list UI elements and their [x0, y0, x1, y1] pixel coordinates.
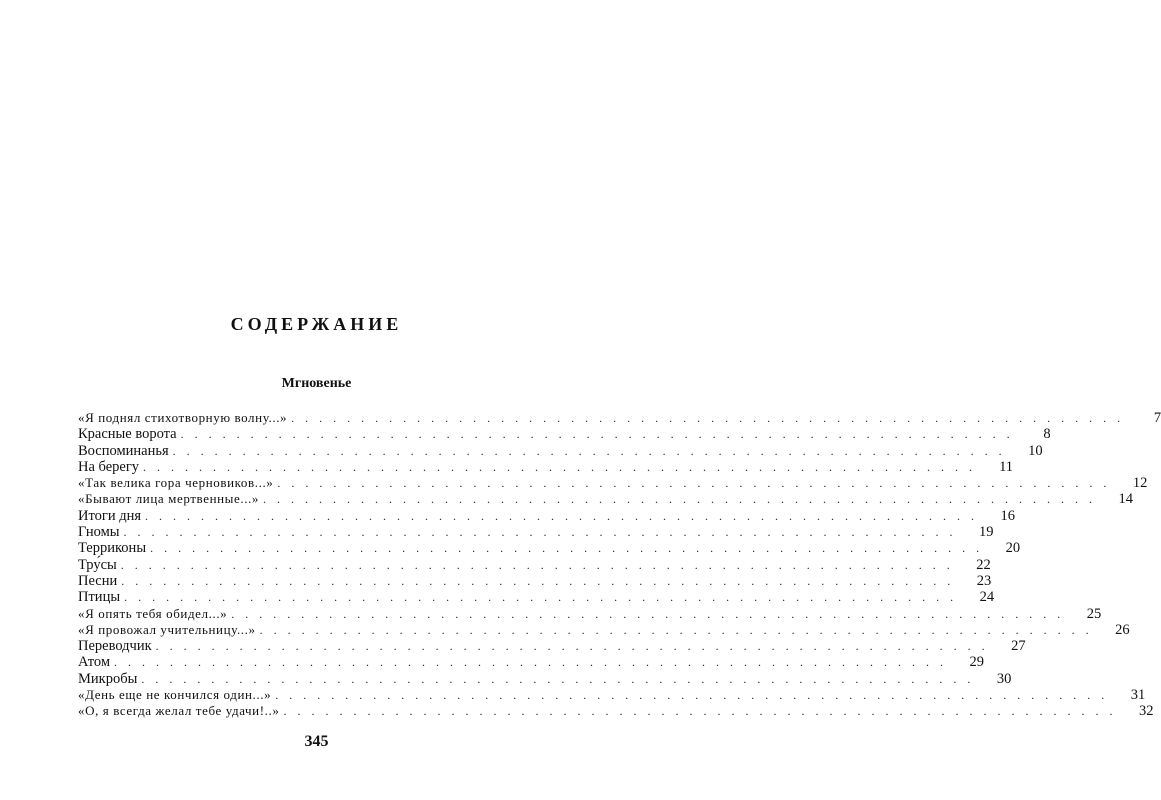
- toc-entry-title: «Я провожал учительницу...»: [78, 621, 256, 637]
- toc-entry: [78, 589, 995, 606]
- toc-entry: [78, 475, 1148, 492]
- toc-entry-page: 8: [1043, 426, 1051, 443]
- toc-entry-title: «Так велика гора черновиков...»: [78, 475, 274, 491]
- toc-entry-page: 14: [1118, 491, 1134, 508]
- toc-entry-page: 30: [996, 670, 1012, 687]
- leader-dots: ............................................................: [150, 541, 991, 556]
- section-title: Мгновенье: [281, 376, 352, 391]
- leader-dots: ............................................................: [141, 671, 982, 686]
- toc-entry-page: 7: [1153, 410, 1161, 426]
- toc-entry: [78, 572, 992, 589]
- toc-entry: [78, 654, 985, 671]
- toc-entry-title: Песни: [78, 572, 118, 589]
- page-title: СОДЕРЖАНИЕ: [230, 314, 403, 334]
- leader-dots: ............................................................: [114, 655, 955, 670]
- leader-dots: ............................................................: [277, 476, 1118, 491]
- leader-dots: ............................................................: [145, 508, 986, 523]
- toc-entry-title: Переводчик: [78, 638, 152, 655]
- leader-dots: ............................................................: [172, 443, 1013, 458]
- toc-entry-page: 20: [1005, 540, 1021, 557]
- toc-entry: [78, 605, 1102, 622]
- toc-entry-page: 29: [969, 654, 985, 671]
- toc-entry-title: Терриконы: [78, 540, 147, 557]
- toc-entry: [78, 442, 1043, 459]
- leader-dots: ............................................................: [123, 525, 964, 540]
- toc-entry: [78, 556, 991, 573]
- toc-entry-page: 16: [1000, 507, 1016, 524]
- leader-dots: ............................................................: [263, 492, 1104, 507]
- toc-entry: [78, 426, 1051, 443]
- toc-entry-title: Тру́сы: [78, 556, 117, 573]
- toc-entry-page: 27: [1011, 638, 1026, 655]
- toc-entry-title: Красные ворота: [78, 426, 177, 443]
- toc-entry-title: «День еще не кончился один...»: [78, 687, 272, 703]
- toc-entry-title: «Бывают лица мертвенные...»: [78, 491, 260, 507]
- leader-dots: ............................................................: [155, 639, 996, 654]
- toc-entry: [78, 507, 1016, 524]
- toc-entry-page: 26: [1115, 621, 1130, 638]
- page-number: 345: [304, 733, 329, 750]
- toc-entry: [78, 410, 1161, 426]
- leader-dots: ............................................................: [120, 557, 961, 572]
- toc-entry-title: Итоги дня: [78, 507, 142, 524]
- toc-entry-title: Гномы: [78, 524, 120, 541]
- leader-dots: ............................................................: [259, 622, 1100, 637]
- toc-entry: [78, 670, 1012, 687]
- leader-dots: ............................................................: [124, 590, 965, 605]
- toc-entry-title: «О, я всегда желал тебе удачи!..»: [78, 703, 280, 719]
- toc-entry: [78, 458, 1014, 475]
- leader-dots: ............................................................: [231, 606, 1072, 621]
- leader-dots: ............................................................: [180, 427, 1021, 442]
- toc-entry-page: 31: [1130, 687, 1146, 704]
- toc-entry-title: Воспоминанья: [78, 442, 169, 459]
- toc-entry: [78, 638, 1026, 655]
- toc-entry: [78, 621, 1130, 638]
- table-of-contents: [78, 410, 1161, 720]
- toc-entry-page: 11: [999, 458, 1014, 475]
- toc-entry-title: Атом: [78, 654, 111, 671]
- toc-entry-page: 22: [976, 556, 991, 573]
- leader-dots: ............................................................: [283, 704, 1124, 719]
- toc-entry: [78, 540, 1021, 557]
- toc-entry-page: 10: [1028, 442, 1043, 459]
- toc-entry-page: 25: [1086, 605, 1102, 622]
- leader-dots: ............................................................: [143, 459, 984, 474]
- toc-entry-page: 24: [979, 589, 995, 606]
- toc-entry-page: 23: [976, 572, 992, 589]
- toc-entry-page: 32: [1138, 703, 1154, 720]
- toc-entry-page: 19: [978, 524, 994, 541]
- toc-entry-page: 12: [1132, 475, 1148, 492]
- toc-entry-title: «Я опять тебя обидел...»: [78, 605, 228, 621]
- toc-entry-title: Птицы: [78, 589, 121, 606]
- toc-entry: [78, 491, 1134, 508]
- leader-dots: ............................................................: [291, 411, 1132, 425]
- toc-entry: [78, 703, 1154, 720]
- leader-dots: ............................................................: [275, 688, 1116, 703]
- toc-entry: [78, 687, 1146, 704]
- toc-entry: [78, 524, 994, 541]
- toc-entry-title: На берегу: [78, 458, 140, 475]
- leader-dots: ............................................................: [121, 573, 962, 588]
- toc-entry-title: Микробы: [78, 670, 138, 687]
- toc-entry-title: «Я поднял стихотворную волну...»: [78, 410, 288, 425]
